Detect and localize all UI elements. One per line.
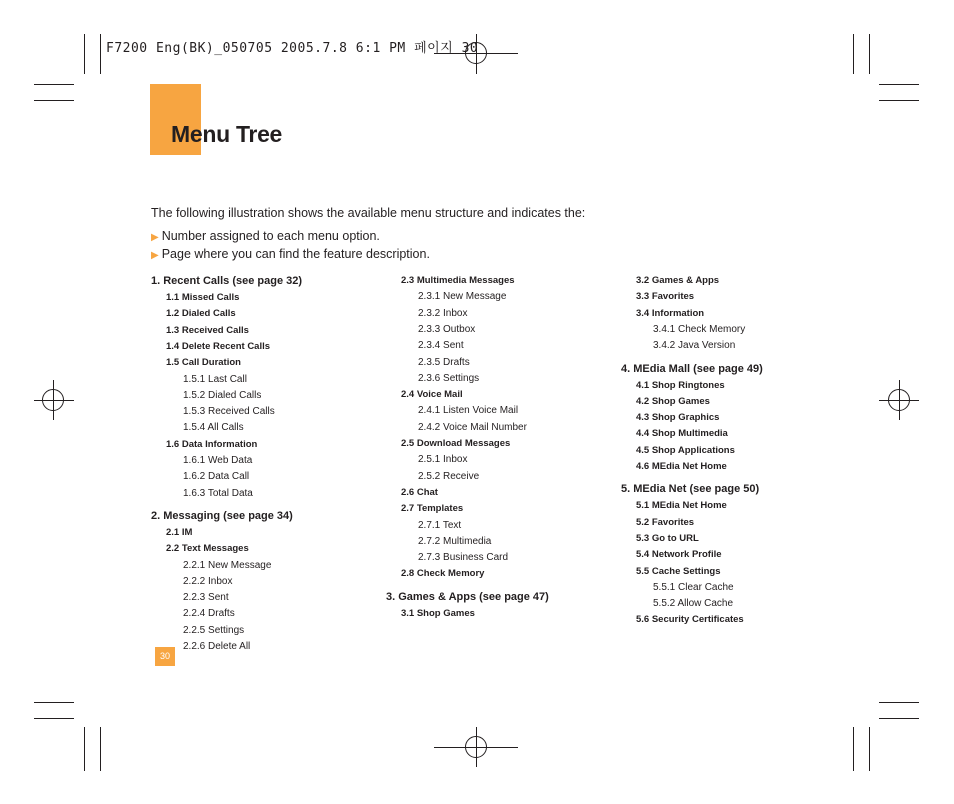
menu-section-heading: 1. Recent Calls (see page 32) — [151, 275, 303, 287]
triangle-bullet-icon: ▶ — [151, 232, 159, 243]
crop-mark — [34, 702, 74, 703]
menu-item: 5.2 Favorites — [636, 516, 695, 528]
menu-section-heading: 4. MEdia Mall (see page 49) — [621, 362, 763, 375]
menu-subitem: 2.3.6 Settings — [418, 372, 480, 384]
intro-text: The following illustration shows the available menu structure and indicates the: — [151, 206, 586, 220]
menu-subitem: 2.3.4 Sent — [418, 340, 464, 352]
menu-subitem: 2.3.3 Outbox — [418, 323, 476, 335]
menu-item: 2.6 Chat — [401, 486, 438, 498]
menu-item: 5.6 Security Certificates — [636, 614, 744, 626]
menu-item: 4.1 Shop Ringtones — [636, 379, 725, 391]
menu-subitem: 2.3.2 Inbox — [418, 307, 468, 319]
registration-mark — [888, 389, 910, 411]
page-title: Menu Tree — [171, 121, 283, 147]
crop-mark — [879, 100, 919, 101]
menu-item: 4.5 Shop Applications — [636, 444, 735, 456]
bullet-text: Number assigned to each menu option. — [161, 229, 380, 243]
menu-subitem: 2.3.1 New Message — [418, 291, 507, 303]
menu-item: 4.3 Shop Graphics — [636, 412, 720, 424]
menu-item: 2.5 Download Messages — [401, 438, 511, 449]
menu-item: 3.2 Games & Apps — [636, 275, 720, 286]
menu-subitem: 2.2.2 Inbox — [183, 575, 233, 587]
menu-item: 1.6 Data Information — [166, 438, 258, 450]
file-header: F7200 Eng(BK)_050705 2005.7.8 6:1 PM 페이지 30 — [106, 41, 479, 56]
menu-subitem: 2.7.2 Multimedia — [418, 535, 492, 547]
page-number: 30 — [155, 647, 175, 666]
menu-subitem: 2.2.5 Settings — [183, 624, 245, 636]
menu-item: 1.2 Dialed Calls — [166, 308, 236, 320]
menu-section-heading: 3. Games & Apps (see page 47) — [386, 590, 549, 603]
crop-mark — [853, 727, 854, 771]
menu-subitem: 5.5.1 Clear Cache — [653, 581, 734, 593]
menu-subitem: 2.3.5 Drafts — [418, 356, 470, 368]
menu-item: 1.3 Received Calls — [166, 324, 249, 336]
menu-item: 2.3 Multimedia Messages — [401, 275, 515, 286]
menu-subitem: 2.2.3 Sent — [183, 592, 229, 604]
menu-item: 3.3 Favorites — [636, 291, 695, 303]
menu-subitem: 2.4.2 Voice Mail Number — [418, 421, 527, 433]
menu-item: 1.4 Delete Recent Calls — [166, 340, 271, 352]
menu-subitem: 2.2.4 Drafts — [183, 608, 235, 620]
menu-subitem: 3.4.1 Check Memory — [653, 323, 746, 335]
menu-subitem: 1.5.3 Received Calls — [183, 406, 275, 418]
crop-mark — [100, 727, 101, 771]
menu-subitem: 3.4.2 Java Version — [653, 340, 736, 352]
crop-mark — [100, 34, 101, 74]
menu-item: 4.4 Shop Multimedia — [636, 428, 728, 440]
crop-mark — [84, 727, 85, 771]
bullet-text: Page where you can find the feature description. — [161, 247, 430, 261]
menu-item: 3.1 Shop Games — [401, 607, 475, 619]
menu-item: 3.4 Information — [636, 307, 705, 319]
menu-item: 5.5 Cache Settings — [636, 565, 721, 577]
bullet-item — [151, 229, 380, 243]
menu-item: 2.2 Text Messages — [166, 543, 249, 555]
crop-mark — [879, 718, 919, 719]
menu-item: 2.8 Check Memory — [401, 568, 485, 580]
menu-subitem: 2.4.1 Listen Voice Mail — [418, 405, 519, 417]
crop-mark — [869, 34, 870, 74]
menu-item: 2.1 IM — [166, 526, 193, 538]
crop-mark — [84, 34, 85, 74]
crop-mark — [853, 34, 854, 74]
menu-subitem: 1.6.1 Web Data — [183, 455, 253, 466]
menu-subitem: 2.5.1 Inbox — [418, 454, 468, 466]
menu-item: 4.6 MEdia Net Home — [636, 461, 727, 472]
menu-item: 1.1 Missed Calls — [166, 292, 240, 303]
menu-item: 5.4 Network Profile — [636, 549, 722, 561]
menu-item: 5.3 Go to URL — [636, 532, 699, 544]
menu-subitem: 2.7.3 Business Card — [418, 552, 509, 564]
crop-mark — [879, 84, 919, 85]
menu-item: 4.2 Shop Games — [636, 395, 710, 407]
menu-subitem: 1.5.2 Dialed Calls — [183, 389, 262, 401]
menu-subitem: 2.5.2 Receive — [418, 470, 480, 482]
menu-subitem: 2.7.1 Text — [418, 519, 462, 531]
menu-item: 2.7 Templates — [401, 503, 464, 515]
registration-mark — [42, 389, 64, 411]
crop-mark — [879, 702, 919, 703]
crop-mark — [869, 727, 870, 771]
menu-subitem: 1.6.2 Data Call — [183, 471, 250, 483]
menu-item: 5.1 MEdia Net Home — [636, 500, 727, 512]
menu-subitem: 5.5.2 Allow Cache — [653, 598, 734, 610]
menu-item: 2.4 Voice Mail — [401, 389, 463, 401]
menu-subitem: 1.6.3 Total Data — [183, 487, 253, 499]
registration-mark — [465, 736, 487, 758]
menu-section-heading: 2. Messaging (see page 34) — [151, 509, 293, 522]
crop-mark — [34, 100, 74, 101]
menu-section-heading: 5. MEdia Net (see page 50) — [621, 483, 760, 496]
triangle-bullet-icon: ▶ — [151, 250, 159, 261]
crop-mark — [34, 84, 74, 85]
menu-subitem: 1.5.1 Last Call — [183, 373, 247, 385]
menu-subitem: 1.5.4 All Calls — [183, 422, 244, 434]
crop-mark — [34, 718, 74, 719]
menu-item: 1.5 Call Duration — [166, 357, 241, 369]
menu-subitem: 2.2.6 Delete All — [183, 641, 251, 652]
menu-subitem: 2.2.1 New Message — [183, 559, 272, 571]
bullet-item — [151, 247, 430, 261]
